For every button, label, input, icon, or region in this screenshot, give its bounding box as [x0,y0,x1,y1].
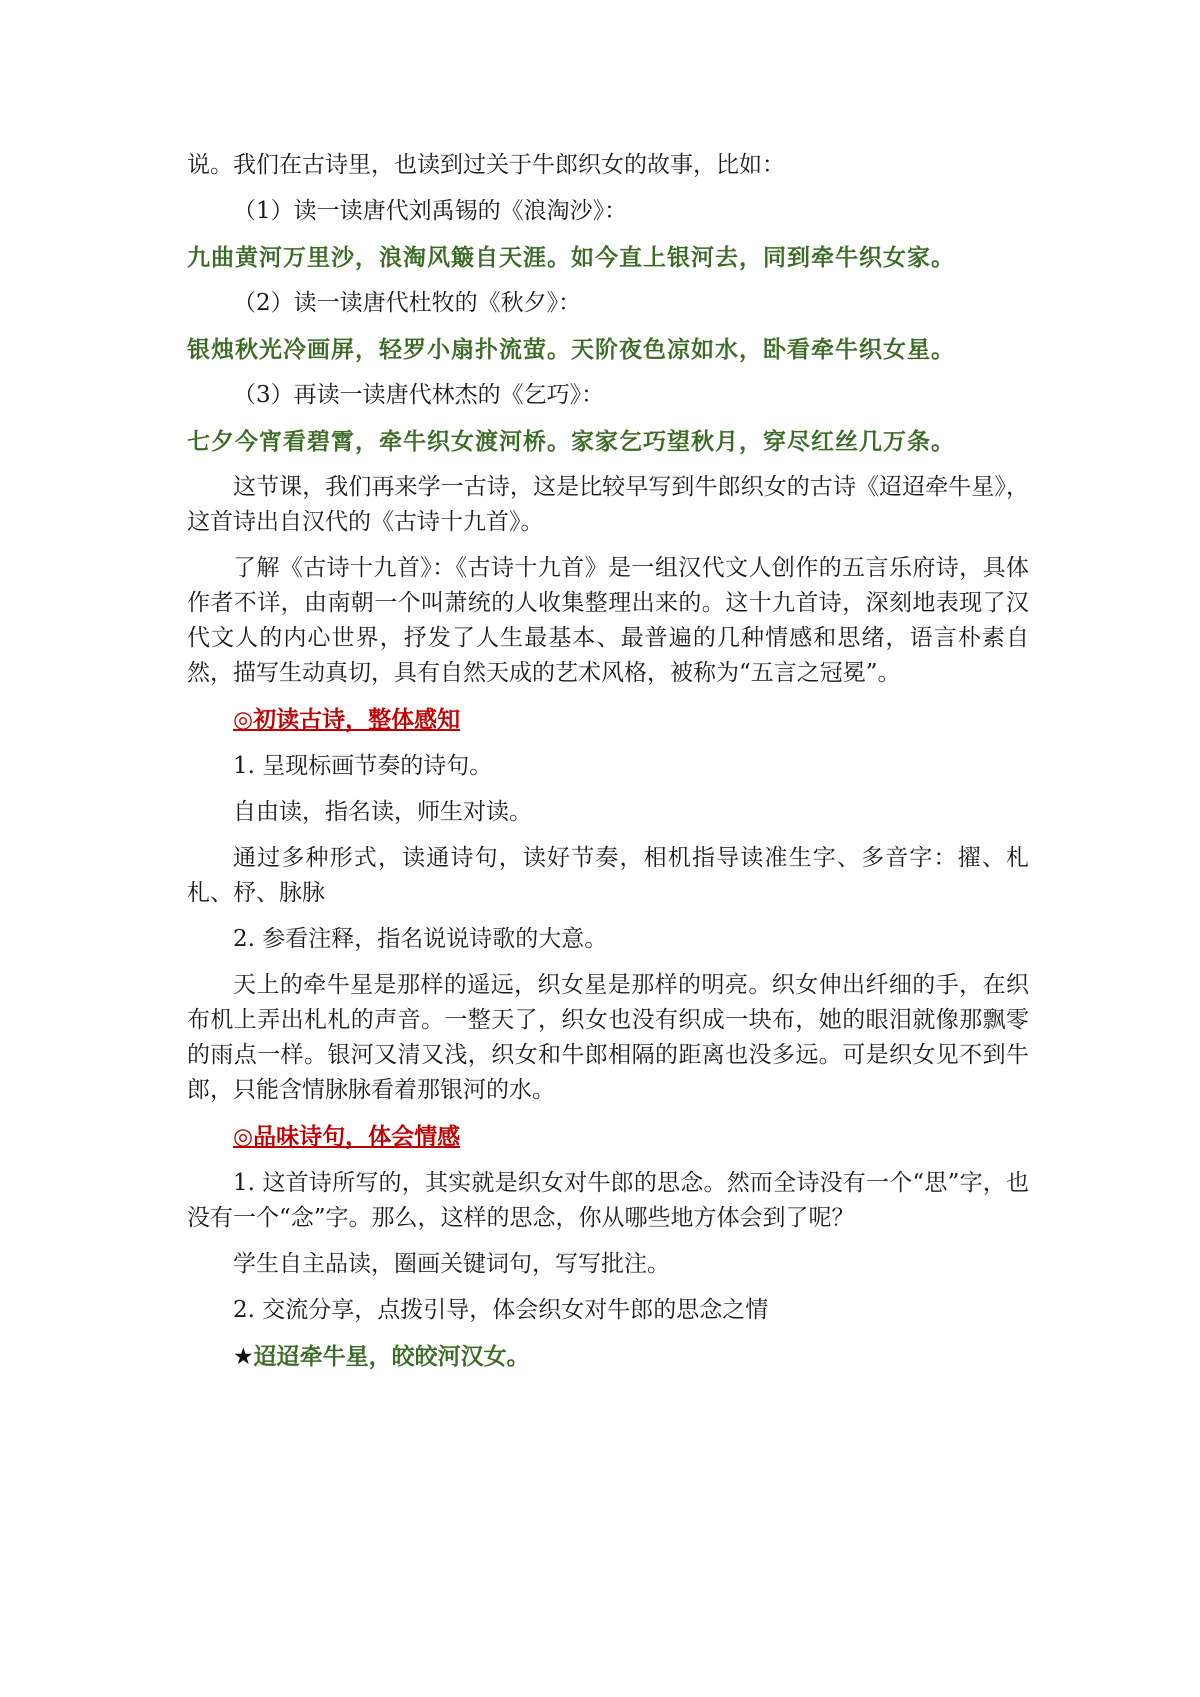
item-1-label: （1）读一读唐代刘禹锡的《浪淘沙》： [233,198,628,224]
poem-qiuxi: 银烛秋光冷画屏，轻罗小扇扑流萤。天阶夜色凉如水，卧看牵牛织女星。 [187,336,955,363]
step-2-share-guide: 2. 交流分享，点拨引导，体会织女对牛郎的思念之情 [233,1297,769,1323]
paragraph-read-guidance: 通过多种形式，读通诗句，读好节奏，相机指导读准生字、多音字：擢、札札、杼、脉脉 [187,845,1029,906]
item-3-label: （3）再读一读唐代林杰的《乞巧》： [233,382,605,408]
paragraph-lesson-intro: 这节课，我们再来学一古诗，这是比较早写到牛郎织女的古诗《迢迢牵牛星》，这首诗出自汉代的《古诗十九首》。 [187,474,1029,535]
poem-langtaosha: 九曲黄河万里沙，浪淘风簸自天涯。如今直上银河去，同到牵牛织女家。 [187,244,955,271]
poem-line-tiaotiao [187,1339,1029,1375]
paragraph-poem-meaning: 天上的牵牛星是那样的遥远，织女星是那样的明亮。织女伸出纤细的手，在织布机上弄出札札的声音。一整天了，织女也没有织成一块布，她的眼泪就像那飘零的雨点一样。银河又清又浅，织女和牛郎相隔的距离也没多远。可是织女见不到牛郎，只能含情脉脉看着那银河的水。 [187,972,1029,1103]
poem-line-text: 迢迢牵牛星，皎皎河汉女。 [253,1343,530,1370]
reading-methods: 自由读，指名读，师生对读。 [233,799,532,825]
step-1-present-rhythm: 1. 呈现标画节奏的诗句。 [233,753,493,779]
section-heading-first-reading [187,702,1029,738]
step-1-longing-question: 1. 这首诗所写的，其实就是织女对牛郎的思念。然而全诗没有一个“思”字，也没有一个“念”字。那么，这样的思念，你从哪些地方体会到了呢？ [187,1170,1029,1231]
step-2-annotations: 2. 参看注释，指名说说诗歌的大意。 [233,926,608,952]
poem-qiqiao: 七夕今宵看碧霄，牵牛织女渡河桥。家家乞巧望秋月，穿尽红丝几万条。 [187,428,955,455]
item-2-label: （2）读一读唐代杜牧的《秋夕》： [233,290,582,316]
section-heading-savor [187,1119,1029,1155]
student-self-reading: 学生自主品读，圈画关键词句，写写批注。 [233,1251,670,1277]
paragraph-intro-continued: 说。我们在古诗里，也读到过关于牛郎织女的故事，比如： [187,152,785,178]
section-heading-text: ◎品味诗句，体会情感 [233,1123,461,1150]
star-icon: ★ [233,1344,254,1370]
paragraph-nineteen-poems: 了解《古诗十九首》：《古诗十九首》是一组汉代文人创作的五言乐府诗，具体作者不详，由南朝一个叫萧统的人收集整理出来的。这十九首诗，深刻地表现了汉代文人的内心世界，抒发了人生最基本、最普遍的几种情感和思绪，语言朴素自然，描写生动真切，具有自然天成的艺术风格，被称为“五言之冠冕”。 [187,555,1029,686]
document-page [187,148,1029,1386]
section-heading-text: ◎初读古诗，整体感知 [233,706,461,733]
